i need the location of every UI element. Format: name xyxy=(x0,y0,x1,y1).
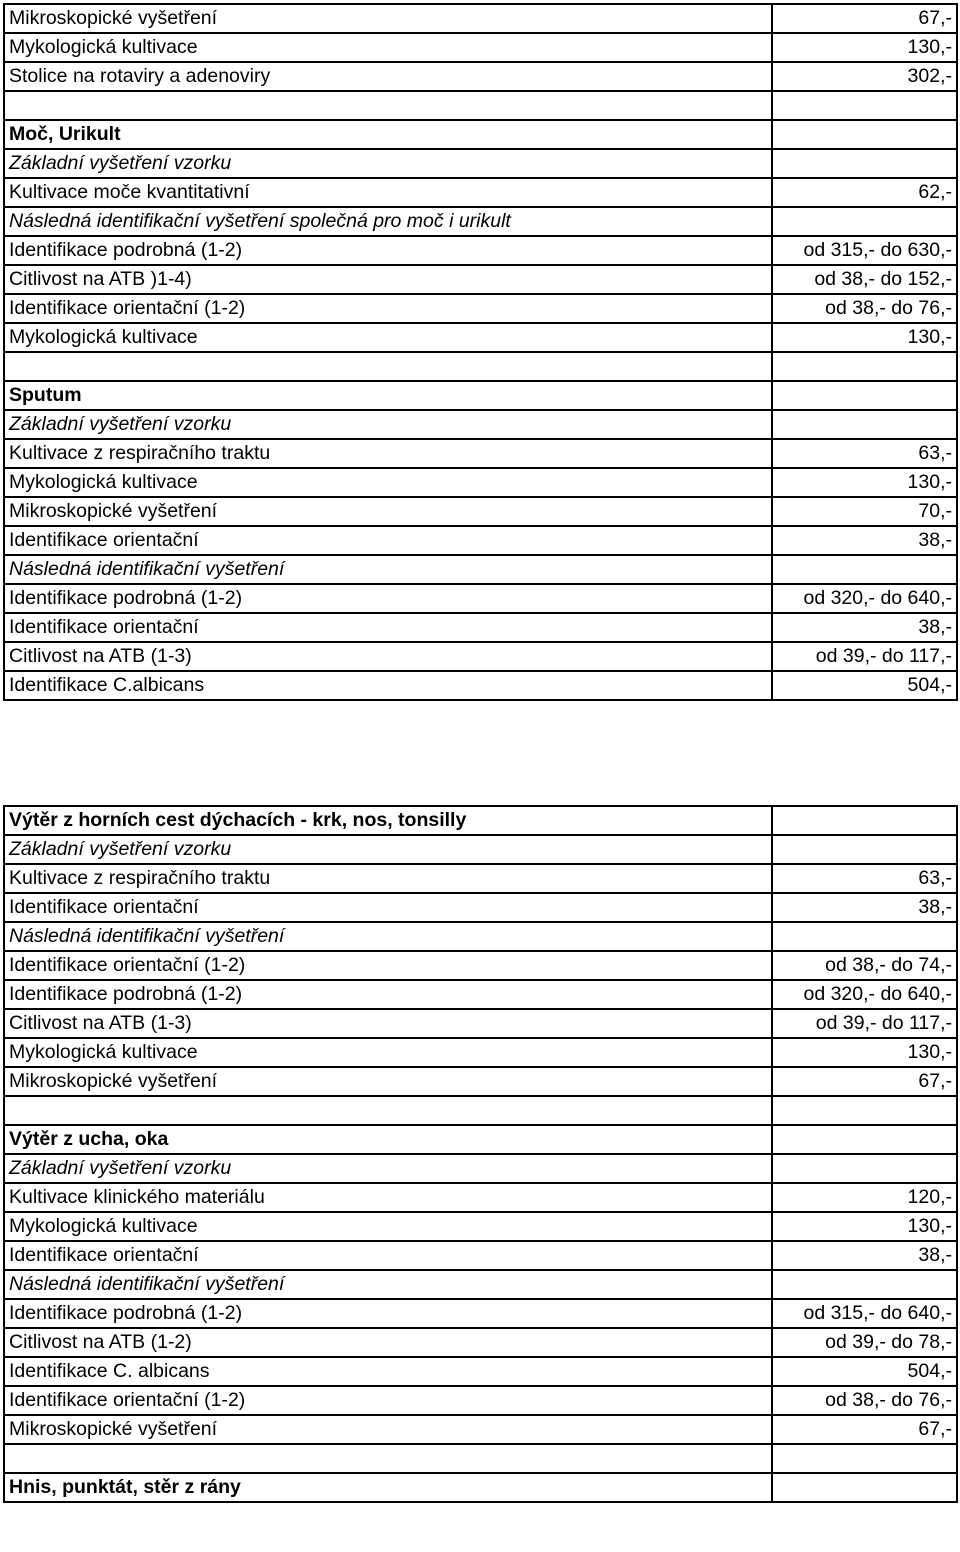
table-row xyxy=(4,1386,957,1415)
table-row xyxy=(4,33,957,62)
table-row xyxy=(4,951,957,980)
item-label: Mykologická kultivace xyxy=(4,323,772,352)
item-label: Identifikace C. albicans xyxy=(4,1357,772,1386)
section-title: Sputum xyxy=(4,381,772,410)
table-row xyxy=(4,294,957,323)
table-row xyxy=(4,642,957,671)
section-title: Moč, Urikult xyxy=(4,120,772,149)
item-label: Identifikace C.albicans xyxy=(4,671,772,700)
item-price: 130,- xyxy=(772,1212,957,1241)
table-row xyxy=(4,555,957,584)
section-title: Hnis, punktát, stěr z rány xyxy=(4,1473,772,1502)
table-row xyxy=(4,1357,957,1386)
item-label: Citlivost na ATB (1-3) xyxy=(4,1009,772,1038)
item-price xyxy=(772,1444,957,1473)
item-label: Následná identifikační vyšetření xyxy=(4,1270,772,1299)
item-price: 38,- xyxy=(772,893,957,922)
item-price xyxy=(772,352,957,381)
table-row xyxy=(4,613,957,642)
item-label: Kultivace z respiračního traktu xyxy=(4,864,772,893)
table-row xyxy=(4,526,957,555)
item-price: 67,- xyxy=(772,1415,957,1444)
item-label: Kultivace z respiračního traktu xyxy=(4,439,772,468)
item-price: od 320,- do 640,- xyxy=(772,980,957,1009)
item-price: 70,- xyxy=(772,497,957,526)
item-label: Identifikace orientační xyxy=(4,613,772,642)
item-label: Základní vyšetření vzorku xyxy=(4,410,772,439)
item-label: Následná identifikační vyšetření společná pro moč i urikult xyxy=(4,207,772,236)
item-label: Citlivost na ATB )1-4) xyxy=(4,265,772,294)
item-label: Základní vyšetření vzorku xyxy=(4,835,772,864)
item-price: 38,- xyxy=(772,526,957,555)
item-label xyxy=(4,1444,772,1473)
item-label: Kultivace moče kvantitativní xyxy=(4,178,772,207)
table-row xyxy=(4,1154,957,1183)
item-price: 130,- xyxy=(772,323,957,352)
table-row xyxy=(4,1212,957,1241)
blank-row xyxy=(4,91,957,120)
item-label: Následná identifikační vyšetření xyxy=(4,555,772,584)
table-row xyxy=(4,4,957,33)
item-label: Mykologická kultivace xyxy=(4,1038,772,1067)
table-row xyxy=(4,864,957,893)
table-row xyxy=(4,265,957,294)
item-price: 302,- xyxy=(772,62,957,91)
item-price: od 315,- do 630,- xyxy=(772,236,957,265)
item-price xyxy=(772,410,957,439)
item-label: Následná identifikační vyšetření xyxy=(4,922,772,951)
table-row xyxy=(4,922,957,951)
item-label: Identifikace orientační xyxy=(4,526,772,555)
section-title: Výtěr z horních cest dýchacích - krk, nos, tonsilly xyxy=(4,806,772,835)
item-label xyxy=(4,1096,772,1125)
blank-row xyxy=(4,352,957,381)
item-label: Identifikace orientační xyxy=(4,1241,772,1270)
section-title: Výtěr z ucha, oka xyxy=(4,1125,772,1154)
price-table-top-body xyxy=(4,4,957,700)
item-price xyxy=(772,381,957,410)
section-header-row xyxy=(4,1125,957,1154)
item-price: 130,- xyxy=(772,33,957,62)
table-row xyxy=(4,323,957,352)
item-label: Základní vyšetření vzorku xyxy=(4,149,772,178)
item-price: 38,- xyxy=(772,613,957,642)
item-price xyxy=(772,1154,957,1183)
item-label: Mykologická kultivace xyxy=(4,468,772,497)
section-header-row xyxy=(4,120,957,149)
item-label: Identifikace orientační (1-2) xyxy=(4,1386,772,1415)
price-table-top xyxy=(3,3,958,701)
item-label: Identifikace podrobná (1-2) xyxy=(4,584,772,613)
item-price xyxy=(772,149,957,178)
table-row xyxy=(4,1183,957,1212)
item-price: od 320,- do 640,- xyxy=(772,584,957,613)
item-price: od 39,- do 117,- xyxy=(772,1009,957,1038)
table-row xyxy=(4,178,957,207)
table-row xyxy=(4,584,957,613)
table-row xyxy=(4,1241,957,1270)
item-label: Mikroskopické vyšetření xyxy=(4,4,772,33)
price-table-bottom xyxy=(3,805,958,1503)
price-table-bottom-body xyxy=(4,806,957,1502)
item-price: od 38,- do 76,- xyxy=(772,294,957,323)
item-price: 130,- xyxy=(772,1038,957,1067)
item-label: Základní vyšetření vzorku xyxy=(4,1154,772,1183)
item-price: od 38,- do 152,- xyxy=(772,265,957,294)
table-row xyxy=(4,207,957,236)
table-row xyxy=(4,835,957,864)
item-label: Identifikace podrobná (1-2) xyxy=(4,236,772,265)
section-header-row xyxy=(4,1473,957,1502)
item-price xyxy=(772,835,957,864)
item-price xyxy=(772,1270,957,1299)
table-row xyxy=(4,1067,957,1096)
table-row xyxy=(4,1038,957,1067)
item-label: Identifikace orientační (1-2) xyxy=(4,294,772,323)
item-label: Kultivace klinického materiálu xyxy=(4,1183,772,1212)
item-price: 62,- xyxy=(772,178,957,207)
item-label: Mikroskopické vyšetření xyxy=(4,1415,772,1444)
item-price: 63,- xyxy=(772,439,957,468)
item-price: od 38,- do 74,- xyxy=(772,951,957,980)
item-label: Mikroskopické vyšetření xyxy=(4,497,772,526)
item-price: 67,- xyxy=(772,1067,957,1096)
item-price: 120,- xyxy=(772,1183,957,1212)
item-price: od 39,- do 117,- xyxy=(772,642,957,671)
item-price: 130,- xyxy=(772,468,957,497)
item-price: 504,- xyxy=(772,671,957,700)
item-price: 67,- xyxy=(772,4,957,33)
item-price xyxy=(772,207,957,236)
item-label: Identifikace orientační xyxy=(4,893,772,922)
item-label xyxy=(4,352,772,381)
item-price: 504,- xyxy=(772,1357,957,1386)
item-label: Stolice na rotaviry a adenoviry xyxy=(4,62,772,91)
table-row xyxy=(4,149,957,178)
section-header-row xyxy=(4,806,957,835)
item-price: 38,- xyxy=(772,1241,957,1270)
item-price xyxy=(772,555,957,584)
table-row xyxy=(4,236,957,265)
item-label: Mykologická kultivace xyxy=(4,1212,772,1241)
table-row xyxy=(4,1415,957,1444)
item-label: Mykologická kultivace xyxy=(4,33,772,62)
item-label: Identifikace podrobná (1-2) xyxy=(4,980,772,1009)
table-row xyxy=(4,62,957,91)
item-label: Citlivost na ATB (1-2) xyxy=(4,1328,772,1357)
table-row xyxy=(4,1299,957,1328)
item-price: 63,- xyxy=(772,864,957,893)
item-price: od 39,- do 78,- xyxy=(772,1328,957,1357)
table-row xyxy=(4,893,957,922)
table-row xyxy=(4,410,957,439)
item-price xyxy=(772,806,957,835)
table-row xyxy=(4,468,957,497)
item-price xyxy=(772,91,957,120)
table-row xyxy=(4,1009,957,1038)
table-row xyxy=(4,1270,957,1299)
item-price xyxy=(772,1473,957,1502)
item-price xyxy=(772,120,957,149)
item-label: Identifikace orientační (1-2) xyxy=(4,951,772,980)
table-row xyxy=(4,497,957,526)
item-label xyxy=(4,91,772,120)
item-label: Mikroskopické vyšetření xyxy=(4,1067,772,1096)
section-header-row xyxy=(4,381,957,410)
table-row xyxy=(4,439,957,468)
table-row xyxy=(4,980,957,1009)
item-price xyxy=(772,1125,957,1154)
item-label: Identifikace podrobná (1-2) xyxy=(4,1299,772,1328)
item-price xyxy=(772,922,957,951)
item-price: od 315,- do 640,- xyxy=(772,1299,957,1328)
item-price: od 38,- do 76,- xyxy=(772,1386,957,1415)
blank-row xyxy=(4,1096,957,1125)
item-price xyxy=(772,1096,957,1125)
blank-row xyxy=(4,1444,957,1473)
table-row xyxy=(4,671,957,700)
item-label: Citlivost na ATB (1-3) xyxy=(4,642,772,671)
table-row xyxy=(4,1328,957,1357)
